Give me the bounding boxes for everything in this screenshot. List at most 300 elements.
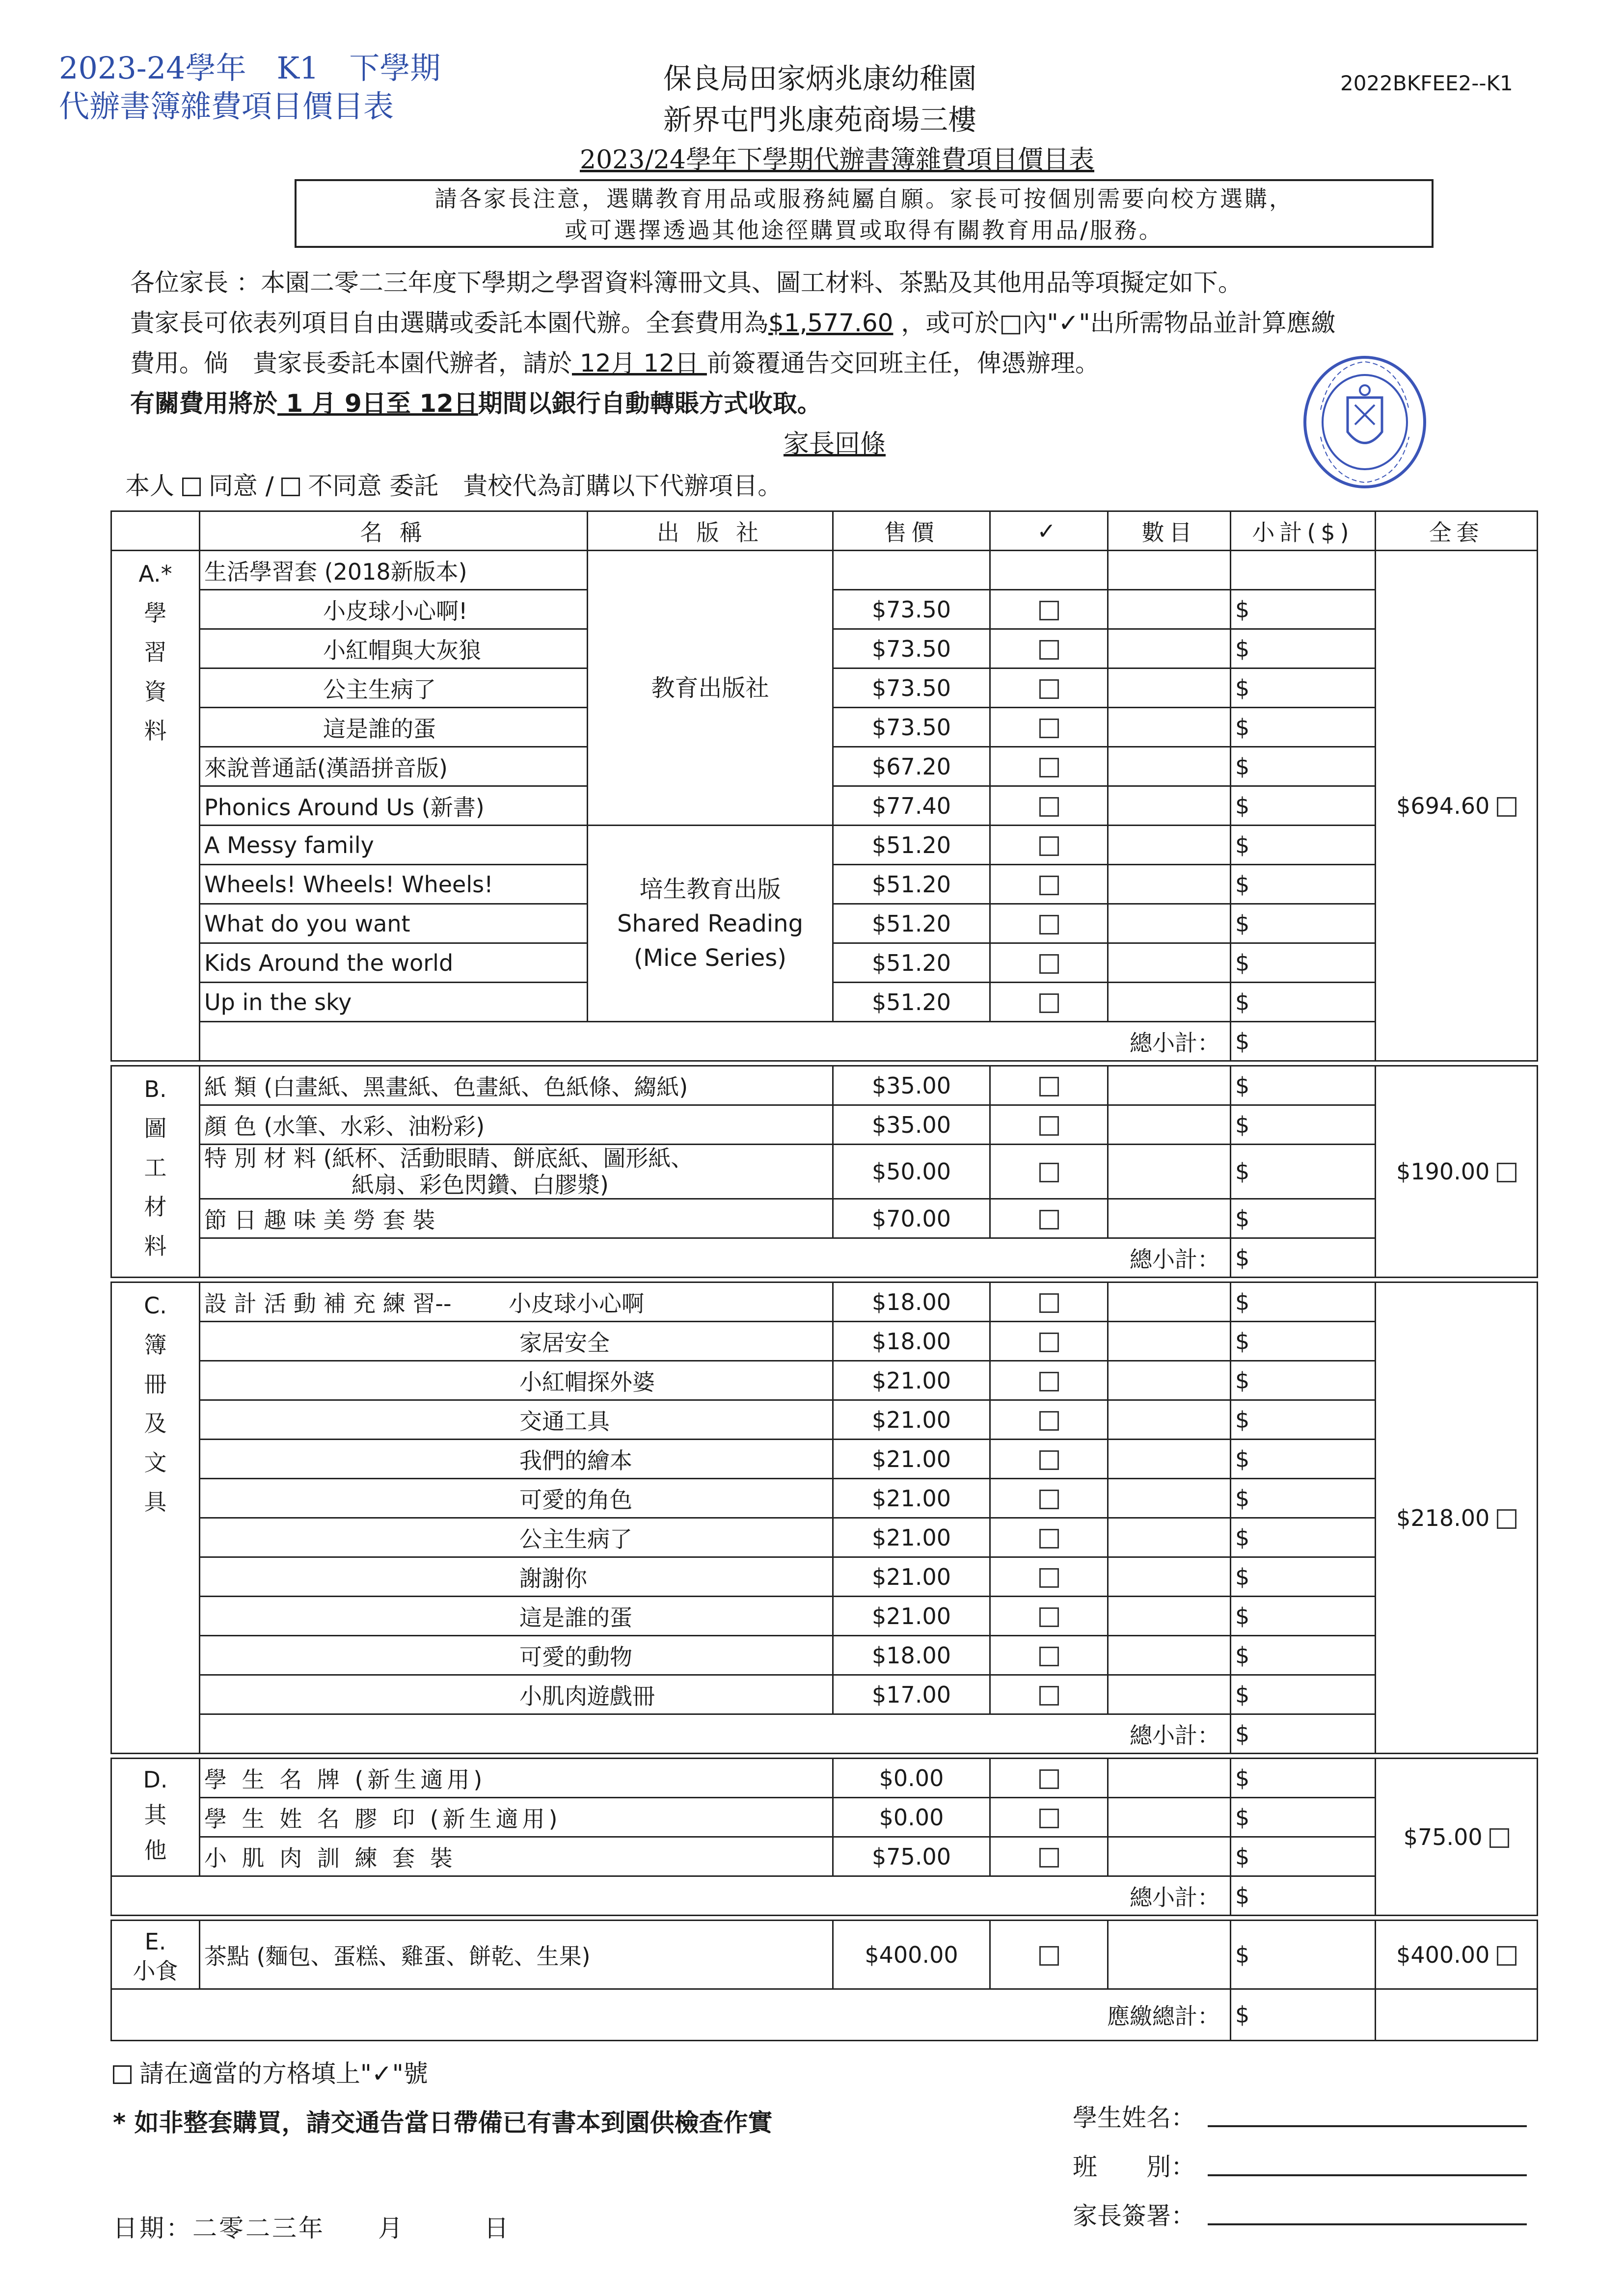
intro-line3 [130, 343, 1505, 383]
subtotal-dollar: $ [1231, 708, 1376, 747]
student-name-input[interactable] [1208, 2125, 1527, 2127]
qty-cell [1108, 551, 1231, 590]
full-set-price: $190.00 [1396, 1158, 1490, 1185]
header-qty: 數目 [1108, 511, 1231, 551]
item-price: $35.00 [833, 1066, 990, 1105]
full-set-checkbox[interactable] [1497, 797, 1516, 817]
qty-input[interactable] [1108, 904, 1231, 943]
item-price: $51.20 [833, 865, 990, 904]
subtotal-dollar: $ [1231, 1636, 1376, 1675]
item-name [200, 1282, 833, 1322]
item-checkbox-cell [990, 590, 1108, 629]
item-checkbox-cell [990, 1557, 1108, 1597]
tick-note [113, 2054, 428, 2089]
item-price: $18.00 [833, 1322, 990, 1361]
intro-line1: 各位家長 ：本園二零二三年度下學期之學習資料簿冊文具、圖工材料、茶點及其他用品等項擬定如下。 [130, 268, 1243, 297]
school-header [658, 58, 982, 140]
subtotal-dollar: $ [1231, 1066, 1376, 1105]
table-row [111, 1597, 1538, 1636]
agree-suffix: 委託 貴校代為訂購以下代辦項目。 [389, 472, 783, 500]
item-price: $21.00 [833, 1597, 990, 1636]
category-label: 冊 [144, 1371, 167, 1397]
item-checkbox[interactable] [1039, 679, 1059, 699]
header-name: 名 稱 [200, 511, 588, 551]
category-label: 具 [144, 1489, 167, 1515]
publisher-cell: 教育出版社 [588, 551, 833, 826]
class-input[interactable] [1208, 2174, 1527, 2176]
intro-paragraph [130, 263, 1505, 424]
item-name: 學 生 姓 名 膠 印 (新生適用) [200, 1798, 833, 1837]
item-checkbox[interactable] [1039, 1372, 1059, 1391]
item-checkbox[interactable] [1039, 1077, 1059, 1096]
qty-input[interactable] [1108, 1199, 1231, 1238]
full-set-price: $694.60 [1396, 792, 1490, 819]
qty-input[interactable] [1108, 590, 1231, 629]
item-price: $21.00 [833, 1400, 990, 1440]
intro-line4 [130, 383, 1505, 424]
item-name: 學 生 名 牌 (新生適用) [200, 1759, 833, 1798]
item-name: 這是誰的蛋 [200, 708, 588, 747]
item-name-line1: 特 別 材 料 (紙杯、活動眼睛、餅底紙、圖形紙、 [204, 1145, 694, 1172]
item-name: What do you want [200, 904, 588, 943]
item-checkbox[interactable] [1039, 1647, 1059, 1666]
qty-input[interactable] [1108, 786, 1231, 826]
table-row [111, 1066, 1538, 1105]
item-name: 紙 類 (白畫紙、黑畫紙、色畫紙、色紙條、縐紙) [200, 1066, 833, 1105]
subtotal-dollar: $ [1231, 1479, 1376, 1518]
qty-input[interactable] [1108, 1557, 1231, 1597]
item-price: $51.20 [833, 904, 990, 943]
full-set-checkbox[interactable] [1497, 1946, 1516, 1966]
item-checkbox-cell [990, 1518, 1108, 1557]
tick-note-box-icon [113, 2065, 132, 2084]
qty-input[interactable] [1108, 1837, 1231, 1876]
handwritten-title-line2: 代辦書簿雜費項目價目表 [59, 88, 394, 124]
item-name: 小皮球小心啊! [200, 590, 588, 629]
item-price: $0.00 [833, 1759, 990, 1798]
intro-text: 期間以銀行自動轉賬方式收取。 [478, 389, 822, 418]
item-price: $50.00 [833, 1145, 990, 1199]
item-checkbox-cell [990, 1066, 1108, 1105]
item-price: $51.20 [833, 826, 990, 865]
subtotal-dollar: $ [1231, 629, 1376, 668]
item-checkbox[interactable] [1039, 1490, 1059, 1509]
item-name: 可愛的角色 [200, 1479, 833, 1518]
subtotal-dollar: $ [1231, 747, 1376, 786]
intro-text: 前簽覆通告交回班主任，俾憑辦理。 [706, 349, 1100, 377]
item-checkbox[interactable] [1039, 1809, 1059, 1828]
table-row [111, 1105, 1538, 1145]
subtotal-dollar: $ [1231, 1199, 1376, 1238]
table-row [111, 1675, 1538, 1714]
subtotal-dollar: $ [1231, 1105, 1376, 1145]
item-checkbox[interactable] [1039, 876, 1059, 895]
item-checkbox-cell [990, 708, 1108, 747]
grand-total-row [111, 1989, 1538, 2041]
full-set-cell-b [1376, 1066, 1538, 1278]
table-row [111, 1798, 1538, 1837]
item-checkbox-cell [990, 1759, 1108, 1798]
item-checkbox-cell [990, 1921, 1108, 1989]
item-checkbox[interactable] [1039, 719, 1059, 738]
qty-input[interactable] [1108, 1322, 1231, 1361]
qty-input[interactable] [1108, 1282, 1231, 1322]
category-label: 簿 [144, 1332, 167, 1358]
full-set-cell-c [1376, 1282, 1538, 1754]
date-field: 日期：二零二三年 月 日 [113, 2214, 511, 2243]
intro-text: 有關費用將於 [130, 389, 277, 418]
subtotal-row [111, 1238, 1538, 1278]
notice-line1: 請各家長注意，選購教育用品或服務純屬自願。家長可按個別需要向校方選購， [434, 186, 1294, 212]
school-seal-icon [1301, 351, 1429, 493]
item-name: 小肌肉遊戲冊 [200, 1675, 833, 1714]
table-row [111, 551, 1538, 590]
reply-slip-title: 家長回條 [783, 429, 886, 459]
qty-input[interactable] [1108, 1105, 1231, 1145]
category-label: 圖 [144, 1115, 167, 1142]
category-label: 小食 [133, 1957, 178, 1984]
item-price: $21.00 [833, 1440, 990, 1479]
subtotal-label: 總小計： [200, 1714, 1231, 1754]
item-checkbox[interactable] [1039, 1686, 1059, 1706]
subtotal-row [111, 1022, 1538, 1061]
subtotal-dollar: $ [1231, 1022, 1376, 1061]
table-row [111, 1479, 1538, 1518]
subtotal-dollar: $ [1231, 1798, 1376, 1837]
item-name: Wheels! Wheels! Wheels! [200, 865, 588, 904]
item-checkbox-cell [990, 1479, 1108, 1518]
qty-input[interactable] [1108, 865, 1231, 904]
header-subtotal: 小計($) [1231, 511, 1376, 551]
item-name: 謝謝你 [200, 1557, 833, 1597]
parent-sign-label: 家長簽署： [1073, 2202, 1195, 2230]
category-d [111, 1759, 200, 1876]
agree-checkbox[interactable] [182, 478, 201, 496]
intro-text: 貴家長可依表列項目自由選購或委託本園代辦。全套費用為 [130, 309, 768, 337]
agree-prefix: 本人 [125, 472, 174, 500]
item-checkbox[interactable] [1039, 1210, 1059, 1229]
qty-input[interactable] [1108, 1597, 1231, 1636]
subtotal-dollar: $ [1231, 865, 1376, 904]
item-name: 小 肌 肉 訓 練 套 裝 [200, 1837, 833, 1876]
set-label: 生活學習套 (2018新版本) [200, 551, 588, 590]
publisher-cell [588, 826, 833, 1022]
item-price: $21.00 [833, 1361, 990, 1400]
category-label: 材 [144, 1194, 167, 1220]
subtotal-dollar: $ [1231, 1400, 1376, 1440]
full-set-checkbox[interactable] [1497, 1509, 1516, 1529]
item-name: Kids Around the world [200, 943, 588, 983]
item-checkbox[interactable] [1039, 1607, 1059, 1627]
qty-input[interactable] [1108, 708, 1231, 747]
item-name: 茶點 (麵包、蛋糕、雞蛋、餅乾、生果) [200, 1921, 833, 1989]
header-publisher: 出 版 社 [588, 511, 833, 551]
tick-note-text: 請在適當的方格填上"✓"號 [139, 2059, 428, 2088]
full-set-cell-e [1376, 1921, 1538, 1989]
subtotal-dollar: $ [1231, 786, 1376, 826]
table-row [111, 1518, 1538, 1557]
intro-text: ，或可於□內"✓"出所需物品並計算應繳 [893, 309, 1336, 337]
item-checkbox-cell [990, 1837, 1108, 1876]
item-name: 我們的繪本 [200, 1440, 833, 1479]
class-label: 班 別： [1073, 2153, 1195, 2181]
subtotal-dollar: $ [1231, 1675, 1376, 1714]
item-checkbox[interactable] [1039, 1411, 1059, 1431]
full-set-cell-d [1376, 1759, 1538, 1916]
full-set-price: $400.00 [1396, 1941, 1490, 1968]
item-checkbox[interactable] [1039, 758, 1059, 777]
grand-total-label: 應繳總計： [111, 1989, 1231, 2041]
qty-input[interactable] [1108, 1518, 1231, 1557]
category-label: 習 [144, 639, 167, 666]
publisher-line: 培生教育出版 [639, 875, 781, 903]
item-price: $73.50 [833, 590, 990, 629]
qty-input[interactable] [1108, 1675, 1231, 1714]
item-price: $73.50 [833, 668, 990, 708]
item-checkbox[interactable] [1039, 1946, 1059, 1966]
subtotal-dollar: $ [1231, 1714, 1376, 1754]
full-set-cell-a [1376, 551, 1538, 1061]
category-label: 資 [144, 678, 167, 705]
item-name-line2: 紙扇、彩色閃鑽、白膠漿) [352, 1172, 609, 1198]
grand-total-blank [1376, 1989, 1538, 2041]
item-price: $73.50 [833, 708, 990, 747]
item-price: $18.00 [833, 1636, 990, 1675]
item-checkbox[interactable] [1039, 836, 1059, 856]
qty-input[interactable] [1108, 1798, 1231, 1837]
item-price: $17.00 [833, 1675, 990, 1714]
qty-input[interactable] [1108, 1921, 1231, 1989]
item-price: $21.00 [833, 1557, 990, 1597]
category-label: 及 [144, 1410, 167, 1437]
subtotal-row [111, 1876, 1538, 1916]
subtotal-dollar: $ [1231, 1361, 1376, 1400]
qty-input[interactable] [1108, 983, 1231, 1022]
item-checkbox[interactable] [1039, 1848, 1059, 1868]
full-set-checkbox[interactable] [1489, 1828, 1509, 1848]
qty-input[interactable] [1108, 1636, 1231, 1675]
item-checkbox-cell [990, 1322, 1108, 1361]
category-e [111, 1921, 200, 1989]
item-price: $21.00 [833, 1479, 990, 1518]
total-fee: $1,577.60 [768, 309, 893, 337]
item-price: $70.00 [833, 1199, 990, 1238]
item-checkbox-cell [990, 1597, 1108, 1636]
document-code: 2022BKFEE2--K1 [1340, 71, 1513, 95]
qty-input[interactable] [1108, 1361, 1231, 1400]
item-price: $75.00 [833, 1837, 990, 1876]
subtotal-dollar: $ [1231, 904, 1376, 943]
header-full-set: 全套 [1376, 511, 1538, 551]
item-checkbox[interactable] [1039, 1529, 1059, 1548]
item-price: $51.20 [833, 983, 990, 1022]
item-name: Up in the sky [200, 983, 588, 1022]
document-title: 2023/24學年下學期代辦書簿雜費項目價目表 [579, 145, 1095, 175]
item-checkbox[interactable] [1039, 640, 1059, 660]
item-checkbox[interactable] [1039, 1116, 1059, 1136]
item-name: 小紅帽與大灰狼 [200, 629, 588, 668]
item-name: 這是誰的蛋 [200, 1597, 833, 1636]
price-cell [833, 551, 990, 590]
category-label: B. [144, 1076, 167, 1102]
table-row [111, 1557, 1538, 1597]
subtotal-dollar: $ [1231, 1282, 1376, 1322]
subtotal-dollar: $ [1231, 1921, 1376, 1989]
item-name: 小紅帽探外婆 [200, 1361, 833, 1400]
header-price: 售價 [833, 511, 990, 551]
item-name: 來說普通話(漢語拼音版) [200, 747, 588, 786]
subtotal-dollar: $ [1231, 1557, 1376, 1597]
item-name: 可愛的動物 [200, 1636, 833, 1675]
subtotal-dollar: $ [1231, 1597, 1376, 1636]
item-checkbox-cell [990, 1675, 1108, 1714]
item-name-text: 小皮球小心啊 [509, 1290, 644, 1317]
header-blank [111, 511, 200, 551]
item-price: $0.00 [833, 1798, 990, 1837]
item-checkbox-cell [990, 1145, 1108, 1199]
table-row [111, 1921, 1538, 1989]
qty-input[interactable] [1108, 1759, 1231, 1798]
item-checkbox[interactable] [1039, 1163, 1059, 1182]
student-name-label: 學生姓名： [1073, 2104, 1195, 2132]
table-row [111, 1322, 1538, 1361]
item-name [200, 1145, 833, 1199]
item-price: $18.00 [833, 1282, 990, 1322]
item-checkbox-cell [990, 747, 1108, 786]
subtotal-dollar: $ [1231, 826, 1376, 865]
subtotal-dollar: $ [1231, 1759, 1376, 1798]
item-checkbox-cell [990, 786, 1108, 826]
item-checkbox[interactable] [1039, 1333, 1059, 1352]
subtotal-dollar: $ [1231, 1322, 1376, 1361]
full-set-checkbox[interactable] [1497, 1163, 1516, 1182]
handwritten-title [59, 49, 440, 126]
item-price: $67.20 [833, 747, 990, 786]
qty-input[interactable] [1108, 943, 1231, 983]
item-checkbox-cell [990, 1636, 1108, 1675]
table-row [111, 1400, 1538, 1440]
subtotal-row [111, 1714, 1538, 1754]
star-note: * 如非整套購買，請交通告當日帶備已有書本到園供檢查作實 [113, 2109, 773, 2137]
item-checkbox-cell [990, 1440, 1108, 1479]
item-checkbox[interactable] [1039, 954, 1059, 974]
qty-input[interactable] [1108, 1145, 1231, 1199]
category-label: 其 [144, 1802, 167, 1828]
subtotal-dollar: $ [1231, 1837, 1376, 1876]
item-price: $35.00 [833, 1105, 990, 1145]
notice-line2: 或可選擇透過其他途徑購買或取得有關教育用品/服務。 [565, 217, 1164, 243]
item-price: $77.40 [833, 786, 990, 826]
qty-input[interactable] [1108, 1066, 1231, 1105]
item-checkbox[interactable] [1039, 1568, 1059, 1588]
item-name: Phonics Around Us (新書) [200, 786, 588, 826]
intro-text: 費用。倘 貴家長委託本園代辦者，請於 [130, 349, 572, 377]
table-row [111, 1440, 1538, 1479]
fee-table [110, 510, 1538, 2041]
lead-label: 設 計 活 動 補 充 練 習-- [204, 1290, 452, 1317]
item-checkbox[interactable] [1039, 993, 1059, 1013]
subtotal-dollar: $ [1231, 1145, 1376, 1199]
category-label: 工 [144, 1154, 167, 1181]
category-label: C. [144, 1292, 167, 1319]
item-checkbox-cell [990, 865, 1108, 904]
notice-box [295, 179, 1434, 248]
category-label: 料 [144, 1233, 167, 1259]
category-label: 文 [144, 1449, 167, 1476]
qty-input[interactable] [1108, 1440, 1231, 1479]
item-checkbox-cell [990, 983, 1108, 1022]
subtotal-dollar: $ [1231, 1238, 1376, 1278]
item-name: 公主生病了 [200, 668, 588, 708]
collect-dates: 1 月 9日至 12日 [277, 389, 478, 418]
item-name: 顏 色 (水筆、水彩、油粉彩) [200, 1105, 833, 1145]
item-checkbox[interactable] [1039, 797, 1059, 817]
category-label: A.* [138, 561, 172, 587]
subtotal-dollar: $ [1231, 1518, 1376, 1557]
item-checkbox-cell [990, 904, 1108, 943]
item-checkbox[interactable] [1039, 915, 1059, 934]
item-checkbox[interactable] [1039, 1293, 1059, 1313]
intro-line2 [130, 303, 1505, 343]
parent-sign-input[interactable] [1208, 2223, 1527, 2225]
item-price: $400.00 [833, 1921, 990, 1989]
category-c [111, 1282, 200, 1754]
item-price: $73.50 [833, 629, 990, 668]
subtotal-label: 總小計： [200, 1022, 1231, 1061]
item-checkbox-cell [990, 668, 1108, 708]
qty-input[interactable] [1108, 1400, 1231, 1440]
qty-input[interactable] [1108, 826, 1231, 865]
category-label: D. [143, 1766, 168, 1793]
subtotal-dollar: $ [1231, 590, 1376, 629]
publisher-line: (Mice Series) [634, 944, 786, 972]
item-checkbox-cell [990, 1199, 1108, 1238]
full-set-price: $75.00 [1403, 1823, 1483, 1850]
item-checkbox-cell [990, 826, 1108, 865]
agree-label: 同意 / [208, 472, 274, 500]
category-label: 學 [144, 600, 167, 626]
category-label: 他 [144, 1837, 167, 1864]
subtotal-label: 總小計： [200, 1238, 1231, 1278]
category-label: 料 [144, 718, 167, 744]
disagree-checkbox[interactable] [281, 478, 300, 496]
grand-total-dollar: $ [1231, 1989, 1376, 2041]
subtotal-cell [1231, 551, 1376, 590]
item-checkbox[interactable] [1039, 601, 1059, 620]
qty-input[interactable] [1108, 629, 1231, 668]
table-row [111, 1837, 1538, 1876]
category-label: E. [144, 1928, 166, 1955]
item-price: $21.00 [833, 1518, 990, 1557]
subtotal-dollar: $ [1231, 1440, 1376, 1479]
item-checkbox-cell [990, 943, 1108, 983]
item-checkbox-cell [990, 629, 1108, 668]
school-name: 保良局田家炳兆康幼稚園 [663, 62, 976, 95]
qty-input[interactable] [1108, 747, 1231, 786]
table-row [111, 1199, 1538, 1238]
publisher-line: Shared Reading [617, 909, 804, 937]
table-row [111, 826, 1538, 865]
item-checkbox-cell [990, 1798, 1108, 1837]
qty-input[interactable] [1108, 1479, 1231, 1518]
header-check: ✓ [990, 511, 1108, 551]
qty-input[interactable] [1108, 668, 1231, 708]
subtotal-dollar: $ [1231, 983, 1376, 1022]
item-checkbox[interactable] [1039, 1450, 1059, 1470]
item-name: 交通工具 [200, 1400, 833, 1440]
school-address: 新界屯門兆康苑商場三樓 [663, 103, 976, 136]
item-checkbox[interactable] [1039, 1769, 1059, 1789]
